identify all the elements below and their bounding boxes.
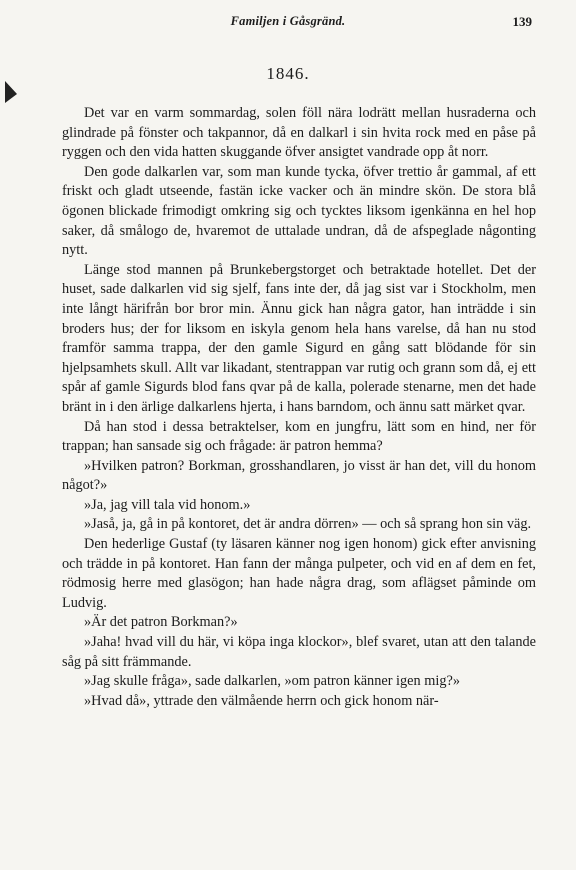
- page-header: [0, 14, 576, 34]
- paragraph: »Jaså, ja, gå in på kontoret, det är andra dörren» — och så sprang hon sin väg.: [84, 516, 532, 533]
- paragraph: Den hederlige Gustaf (ty läsaren känner nog igen honom) gick efter anvisning och trädde in på kontoret. Han fann der många pulpeter, och vid en af dem en fet, rödmosig herre med glasögon; han hade några drag, som aflägset påminde om Ludvig.: [62, 536, 536, 611]
- paragraph: Länge stod mannen på Brunkebergstorget och betraktade hotellet. Det der huset, sade dalkarlen vid sig sjelf, fans inte der, då jag sist var i Stockholm, men inte långt härifrån bor bror min. Ännu gick han några gator, han inträdde i sin broders hus; der for liksom en iskyla genom hela hans varelse, då han nu stod framför samma trappa, der den gamle Sigurd en gång satt blödande för sin hjelpsamhets skull. Allt var likadant, stentrappan var rutig och grann som då, ej ett spår af gamle Sigurds blod fans qvar på de kalla, polerade stenarne, men det hade bränt in i den ärlige dalkarlens hjerta, i hans barndom, och ännu satt märket qvar.: [62, 261, 536, 415]
- paragraph: »Hvad då», yttrade den välmående herrn och gick honom när-: [84, 692, 439, 709]
- paragraph: »Ja, jag vill tala vid honom.»: [84, 496, 251, 513]
- paragraph: »Hvilken patron? Borkman, grosshandlaren, jo visst är han det, vill du honom något?»: [62, 457, 536, 494]
- paragraph: Den gode dalkarlen var, som man kunde tycka, öfver trettio år gammal, af ett friskt och gladt utseende, fastän icke vacker och än mindre skön. De stora blå ögonen blickade frimodigt omkring sig och tycktes liksom igenkänna en hel hop saker, då smålogo de, hvaremot de uttalade undran, då de afspeglade någonting nytt.: [62, 163, 536, 259]
- paragraph: »Jaha! hvad vill du här, vi köpa inga klockor», blef svaret, utan att den talande såg på sitt främmande.: [62, 634, 536, 670]
- paragraph: »Är det patron Borkman?»: [84, 614, 238, 631]
- paragraph: Det var en varm sommardag, solen föll nära lodrätt mellan husraderna och glindrade på fönster och takpannor, då en dalkarl i sin hvita rock med en påse på ryggen och den vida hatten skuggande öfver ansigtet vandrade opp åt norr.: [62, 105, 536, 161]
- chapter-year-heading: 1846.: [266, 64, 310, 83]
- paragraph: »Jag skulle fråga», sade dalkarlen, »om patron känner igen mig?»: [84, 673, 460, 690]
- body-text: [62, 104, 536, 711]
- running-title: Familjen i Gåsgränd.: [230, 14, 346, 28]
- paragraph: Då han stod i dessa betraktelser, kom en jungfru, lätt som en hind, ner för trappan; han sansade sig och frågade: är patron hemma?: [62, 418, 536, 455]
- page-number: 139: [512, 14, 532, 29]
